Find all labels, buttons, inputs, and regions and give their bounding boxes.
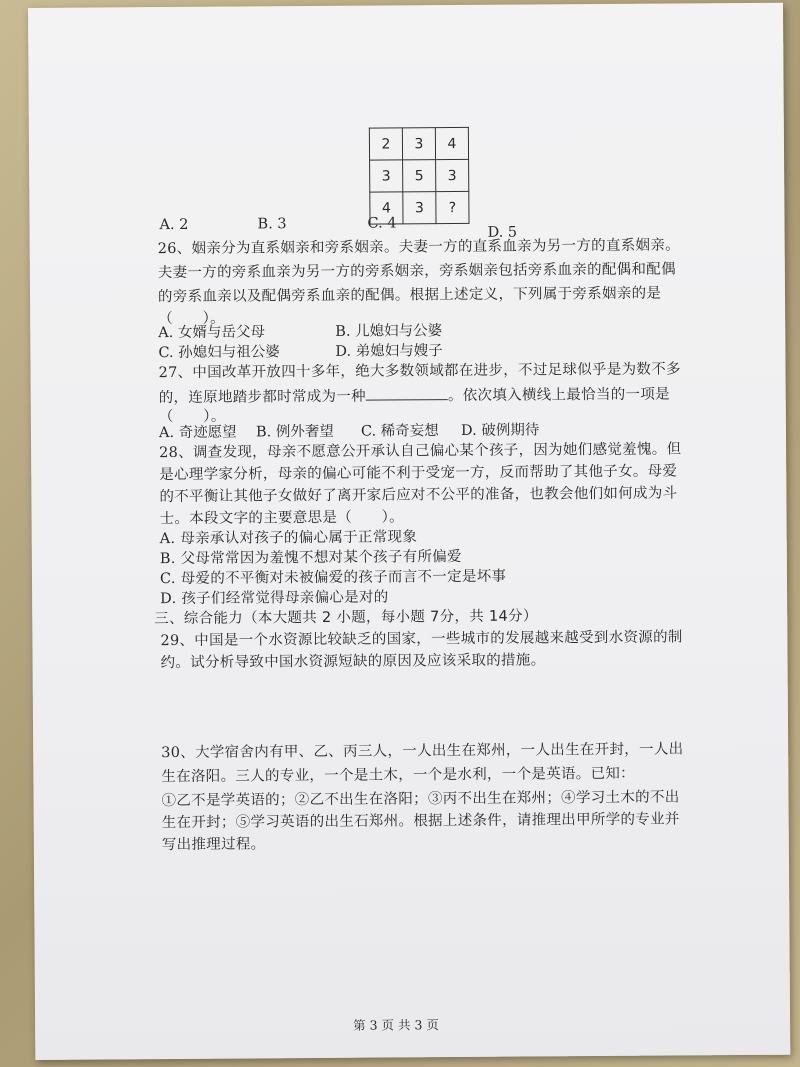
page-footer: 第 3 页 共 3 页 <box>353 1017 439 1033</box>
q25-option-d: D. 5 <box>487 224 518 241</box>
q28-option-c: C. 母爱的不平衡对未被偏爱的孩子而言不一定是坏事 <box>159 568 507 588</box>
q26-option-a: A. 女婿与岳父母 <box>158 324 266 342</box>
grid-cell: 3 <box>436 159 469 191</box>
grid-cell: 3 <box>403 192 436 224</box>
grid-cell: 4 <box>370 192 403 224</box>
q25-option-c: C. 4 <box>367 215 397 232</box>
q27-line: 27、中国改革开放四十多年，绝大多数领域都在进步，不过足球似乎是为数不多 <box>158 361 681 382</box>
q27-option-d: D. 破例期待 <box>460 422 540 439</box>
q28-line: 士。本段文字的主要意思是（ ）。 <box>159 509 404 528</box>
grid-cell: 3 <box>370 160 403 192</box>
section-heading: 三、综合能力（本大题共 2 小题，每小题 7分，共 14分） <box>154 608 538 628</box>
q27-option-c: C. 稀奇妄想 <box>360 423 439 440</box>
q25-option-a: A. 2 <box>159 216 189 234</box>
q28-option-d: D. 孩子们经常觉得母亲偏心是对的 <box>160 589 389 608</box>
q30-line: 生在洛阳。三人的专业，一个是土木，一个是水利，一个是英语。已知： <box>161 765 636 786</box>
q28-line: 28、调查发现，母亲不愿意公开承认自己偏心某个孩子，因为她们感觉羞愧。但 <box>159 441 682 462</box>
q25-option-b: B. 3 <box>257 216 287 233</box>
q29-line: 约。试分析导致中国水资源短缺的原因及应该采取的措施。 <box>160 652 546 672</box>
q27-text-before: 的，连原地踏步都时常成为一种 <box>158 388 366 407</box>
q27-line <box>159 384 670 409</box>
grid-cell: 4 <box>435 127 468 159</box>
q27-option-b: B. 例外奢望 <box>255 423 334 441</box>
q27-blank <box>366 385 448 401</box>
q28-line: 的不平衡让其他子女做好了离开家后应对不公平的准备，也教会他们如何成为斗 <box>159 485 678 506</box>
q30-line: ①乙不是学英语的；②乙不出生在洛阳；③丙不出生在郑州；④学习土木的不出 <box>161 789 680 810</box>
q28-line: 是心理学家分析，母亲的偏心可能不利于受宠一方，反而帮助了其他子女。母爱 <box>159 463 678 484</box>
q27-option-a: A. 奇迹愿望 <box>158 424 237 442</box>
q30-line: 30、大学宿舍内有甲、乙、丙三人，一人出生在郑州，一人出生在开封，一人出 <box>161 741 684 762</box>
grid-cell: 5 <box>403 160 436 192</box>
number-grid <box>369 127 470 225</box>
q26-line: 夫妻一方的旁系血亲为另一方的旁系姻亲，旁系姻亲包括旁系血亲的配偶和配偶 <box>157 261 676 282</box>
q30-line: 生在开封；⑤学习英语的出生石郑州。根据上述条件，请推理出甲所学的专业并 <box>161 811 680 832</box>
q26-line: 26、姻亲分为直系姻亲和旁系姻亲。夫妻一方的直系血亲为另一方的直系姻亲。 <box>157 237 680 258</box>
q26-line: （ ）。 <box>158 310 225 328</box>
q26-option-c: C. 孙媳妇与祖公婆 <box>158 344 280 362</box>
q26-option-b: B. 儿媳妇与公婆 <box>335 323 443 340</box>
q28-option-a: A. 母亲承认对孩子的偏心属于正常现象 <box>159 529 418 548</box>
exam-page <box>28 3 790 1060</box>
q26-option-d: D. 弟媳妇与嫂子 <box>335 343 443 360</box>
grid-cell: ? <box>436 191 469 223</box>
q28-option-b: B. 父母常常因为羞愧不想对某个孩子有所偏爱 <box>159 548 462 568</box>
q27-line: （ ）。 <box>158 408 226 426</box>
q26-line: 的旁系血亲以及配偶旁系血亲的配偶。根据上述定义，下列属于旁系姻亲的是 <box>157 285 662 306</box>
q29-line: 29、中国是一个水资源比较缺乏的国家，一些城市的发展越来越受到水资源的制 <box>160 629 683 650</box>
grid-cell: 3 <box>402 128 435 160</box>
grid-cell: 2 <box>369 128 402 160</box>
q27-text-after: 。依次填入横线上最恰当的一项是 <box>447 386 670 405</box>
q30-line: 写出推理过程。 <box>161 836 266 854</box>
